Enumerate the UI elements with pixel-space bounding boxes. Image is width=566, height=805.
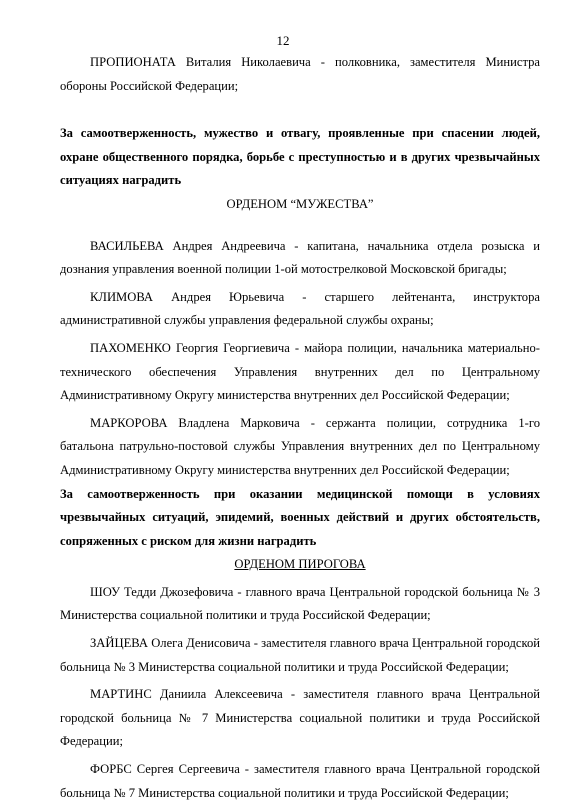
award-reason-heading: За самоотверженность при оказании медицинской помощи в условиях чрезвычайных ситуаций, эпидемий, военных действий и других обстоятельств, сопряженных с риском для жизни наградить bbox=[60, 486, 540, 548]
award-entry: ПАХОМЕНКО Георгия Георгиевича - майора полиции, начальника материально-технического обеспечения Управления внутренних дел по Центральному Административному Округу министерства внутренних дел Российской Федерации; bbox=[60, 340, 540, 403]
award-entry: ВАСИЛЬЕВА Андрея Андреевича - капитана, начальника отдела розыска и дознания управления военной полиции 1-ой мотострелковой Московской бригады; bbox=[60, 238, 540, 277]
order-title: ОРДЕНОМ “МУЖЕСТВА” bbox=[226, 196, 374, 211]
award-entry: ЗАЙЦЕВА Олега Денисовича - заместителя главного врача Центральной городской больница № 3 Министерства социальной политики и труда Российской Федерации; bbox=[60, 636, 540, 674]
order-title: ОРДЕНОМ ПИРОГОВА bbox=[234, 557, 366, 572]
award-entry: МАРКОРОВА Владлена Марковича - сержанта полиции, сотрудника 1-го батальона патрульно-постовой службы Управления внутренних дел по Центральному Административному Округу министерства внутренних дел Российской Федерации; bbox=[60, 415, 540, 477]
award-entry: ШОУ Тедди Джозефовича - главного врача Центральной городской больница № 3 Министерства социальной политики и труда Российской Федерации; bbox=[60, 584, 540, 623]
page-number: 12 bbox=[276, 33, 290, 48]
document-body bbox=[60, 51, 540, 805]
award-entry: ФОРБС Сергея Сергеевича - заместителя главного врача Центральной городской больница № 7 Министерства социальной политики и труда Российской Федерации; bbox=[60, 762, 540, 800]
award-entry: КЛИМОВА Андрея Юрьевича - старшего лейтенанта, инструктора административной службы управления федеральной службы охраны; bbox=[60, 289, 540, 328]
award-entry: МАРТИНС Даниила Алексеевича - заместителя главного врача Центральной городской больница № 7 Министерства социальной политики и труда Российской Федерации; bbox=[60, 687, 540, 749]
award-entry bbox=[60, 51, 540, 98]
entry-text: ПРОПИОНАТА Виталия Николаевича - полковника, заместителя Министра обороны Российской Федерации; bbox=[60, 55, 540, 93]
award-reason-heading: За самоотверженность, мужество и отвагу, проявленные при спасении людей, охране общественного порядка, борьбе с преступностью и в других чрезвычайных ситуациях наградить bbox=[60, 126, 540, 188]
